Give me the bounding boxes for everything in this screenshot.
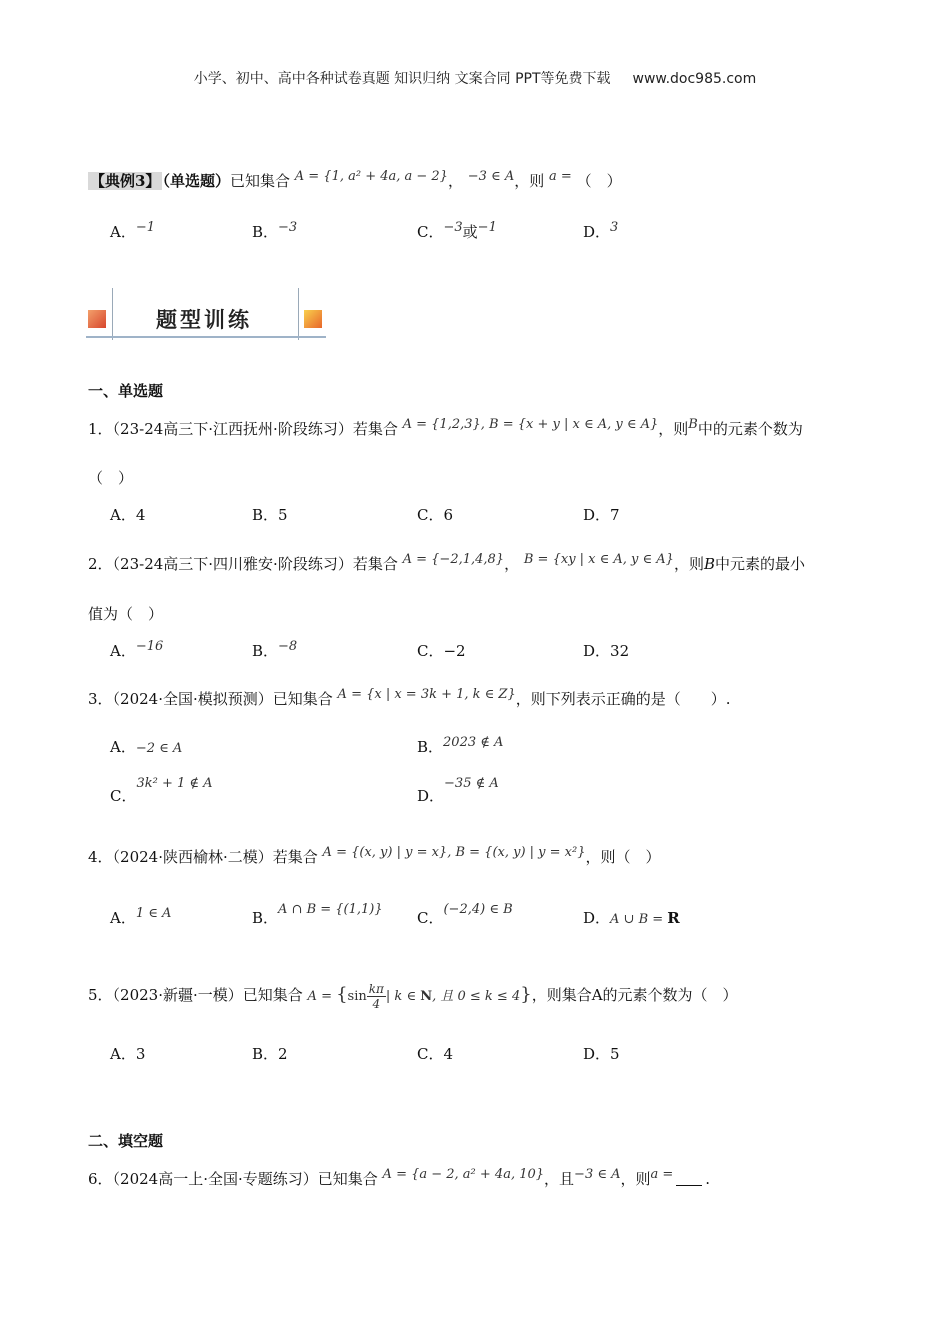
question-1 — [88, 418, 803, 439]
question-math: B — [688, 417, 698, 432]
q4-option-a[interactable] — [110, 907, 171, 928]
option-label: B． — [252, 223, 279, 241]
option-math: −3 — [278, 220, 298, 235]
option-label: D． — [583, 223, 611, 241]
question-math: A = — [307, 989, 337, 1004]
question-text: ，则 — [658, 420, 689, 438]
example-option-c[interactable] — [417, 221, 497, 242]
option-math: −1 — [135, 220, 156, 235]
banner-divider — [112, 288, 113, 340]
option-label: A． — [110, 223, 136, 241]
option-label: C． — [417, 223, 444, 241]
q5-option-a[interactable]: A．3 — [110, 1045, 146, 1063]
question-number: 2． — [88, 555, 113, 573]
question-5 — [88, 982, 738, 1011]
answer-blank[interactable] — [676, 1184, 702, 1186]
option-math: −1 — [477, 220, 497, 235]
q4-option-c[interactable] — [417, 902, 513, 928]
option-math: −35 ∉ A — [444, 776, 499, 791]
q4-option-d[interactable] — [583, 907, 680, 928]
q3-option-b[interactable] — [417, 736, 503, 757]
question-number: 4． — [88, 848, 113, 866]
question-4 — [88, 846, 661, 867]
q3-option-a[interactable] — [110, 736, 182, 757]
question-source: （23-24高三下·江西抚州·阶段练习）若集合 — [112, 420, 398, 438]
question-math: A = {(x, y) | y = x}, B = {(x, y) | y = x²} — [322, 845, 586, 860]
option-label: C． — [417, 909, 444, 927]
header-text: 小学、初中、高中各种试卷真题 知识归纳 文案合同 PPT等免费下载 — [193, 71, 611, 87]
q1-option-b[interactable]: B．5 — [252, 506, 288, 524]
option-label: D． — [583, 909, 611, 927]
question-math: A = {−2,1,4,8} — [402, 552, 505, 567]
q2-option-b[interactable] — [252, 640, 297, 661]
option-math: −8 — [278, 639, 298, 654]
question-text: ， — [504, 555, 520, 573]
option-label: C． — [417, 642, 444, 660]
page-header — [0, 68, 950, 88]
banner-right-square — [304, 310, 322, 328]
question-number: 6． — [88, 1170, 113, 1188]
option-math: 3k² + 1 ∉ A — [136, 776, 213, 791]
q5-option-c[interactable]: C．4 — [417, 1045, 454, 1063]
question-1-paren: （ ） — [88, 469, 134, 487]
example-3-stem — [88, 170, 622, 191]
q4-option-b[interactable] — [252, 902, 383, 928]
option-label: B． — [252, 909, 279, 927]
section-banner — [86, 288, 326, 338]
q5-option-b[interactable]: B．2 — [252, 1045, 288, 1063]
example-ask-math: a = — [549, 169, 572, 184]
option-math: 2023 ∉ A — [443, 735, 504, 750]
question-5-set — [307, 982, 532, 1011]
example-stem-b: ，则 — [514, 172, 545, 190]
q1-option-c[interactable]: C．6 — [417, 506, 454, 524]
option-math: −2 — [443, 642, 466, 660]
question-text: ，则下列表示正确的是（ ）. — [515, 690, 731, 708]
example-option-d[interactable] — [583, 221, 618, 242]
question-math: −3 ∈ A — [574, 1167, 621, 1182]
question-text: . — [705, 1170, 711, 1188]
question-math: B = {xy | x ∈ A, y ∈ A} — [523, 552, 674, 567]
question-text: ，且 — [544, 1170, 575, 1188]
option-label: B． — [417, 738, 444, 756]
question-text: ，则 — [673, 555, 704, 573]
question-math: , 且 0 ≤ k ≤ 4 — [432, 989, 521, 1004]
banner-left-square — [88, 310, 106, 328]
option-math: 32 — [610, 642, 630, 660]
example-stem-a: 已知集合 — [229, 172, 290, 190]
question-math: A = {x | x = 3k + 1, k ∈ Z} — [337, 687, 516, 702]
fraction — [367, 982, 386, 1011]
q2-option-a[interactable] — [110, 640, 163, 661]
question-math: | k ∈ — [385, 989, 421, 1004]
option-math: 1 ∈ A — [135, 906, 172, 921]
question-text: ，则集合A的元素个数为（ ） — [531, 986, 738, 1004]
section-title-fill-blank: 二、填空题 — [88, 1132, 164, 1150]
question-math: A = {1,2,3}, B = {x + y | x ∈ A, y ∈ A} — [402, 417, 659, 432]
fraction-numerator: kπ — [368, 982, 384, 996]
q2-option-c[interactable] — [417, 640, 466, 661]
question-source: （23-24高三下·四川雅安·阶段练习）若集合 — [112, 555, 398, 573]
option-math: A ∩ B = {(1,1)} — [278, 902, 383, 917]
option-math: 3 — [610, 220, 619, 235]
question-6 — [88, 1168, 710, 1189]
sin-function: sin — [347, 989, 367, 1004]
q5-option-d[interactable]: D．5 — [583, 1045, 620, 1063]
question-text: 中的元素个数为 — [697, 420, 803, 438]
question-text: 中元素的最小 — [715, 555, 806, 573]
option-math: −16 — [135, 639, 164, 654]
question-source: （2023·新疆·一模）已知集合 — [112, 986, 303, 1004]
question-3 — [88, 688, 731, 709]
question-source: （2024·全国·模拟预测）已知集合 — [112, 690, 333, 708]
option-text: 或 — [462, 223, 478, 241]
question-math: B — [703, 555, 715, 573]
example-paren: （ ） — [576, 172, 622, 190]
example-cond-math: −3 ∈ A — [467, 169, 515, 184]
option-label: A． — [110, 909, 136, 927]
q3-option-d[interactable] — [417, 776, 499, 806]
example-comma: ， — [447, 172, 463, 190]
option-math: A ∪ B = — [610, 912, 668, 927]
question-2 — [88, 553, 805, 574]
option-label: D． — [583, 642, 611, 660]
question-math: a = — [650, 1167, 674, 1182]
question-number: 3． — [88, 690, 113, 708]
question-text: ，则 — [620, 1170, 651, 1188]
banner-underline — [86, 336, 326, 338]
example-set-math: A = {1, a² + 4a, a − 2} — [294, 169, 448, 184]
example-option-b[interactable] — [252, 221, 297, 242]
right-brace: } — [520, 984, 532, 1005]
q3-option-c[interactable] — [110, 776, 213, 806]
option-math: (−2,4) ∈ B — [443, 902, 513, 917]
banner-divider — [298, 288, 299, 340]
section-title-single-choice: 一、单选题 — [88, 382, 164, 400]
banner-title: 题型训练 — [156, 308, 252, 332]
option-math: −2 ∈ A — [135, 741, 183, 756]
option-math: −3 — [443, 220, 463, 235]
option-label: A． — [110, 738, 136, 756]
question-number: 5． — [88, 986, 113, 1004]
left-brace: { — [336, 984, 348, 1005]
option-label: D． — [417, 787, 445, 805]
fraction-denominator: 4 — [372, 997, 381, 1011]
q1-option-d[interactable]: D．7 — [583, 506, 620, 524]
option-math: R — [667, 909, 680, 927]
example-option-a[interactable] — [110, 221, 155, 242]
question-math: A = {a − 2, a² + 4a, 10} — [382, 1167, 545, 1182]
option-label: B． — [252, 642, 279, 660]
option-label: C． — [110, 787, 137, 805]
q2-option-d[interactable] — [583, 640, 629, 661]
question-source: （2024高一上·全国·专题练习）已知集合 — [112, 1170, 378, 1188]
example-type: （单选题） — [162, 172, 230, 190]
question-number: 1． — [88, 420, 113, 438]
question-text: ，则（ ） — [585, 848, 661, 866]
question-2-line2: 值为（ ） — [88, 605, 164, 623]
header-url[interactable]: www.doc985.com — [632, 71, 757, 87]
question-source: （2024·陕西榆林·二模）若集合 — [112, 848, 318, 866]
option-label: A． — [110, 642, 136, 660]
natural-numbers: N — [420, 989, 433, 1004]
q1-option-a[interactable]: A．4 — [110, 506, 146, 524]
example-tag: 【典例3】 — [90, 172, 161, 190]
